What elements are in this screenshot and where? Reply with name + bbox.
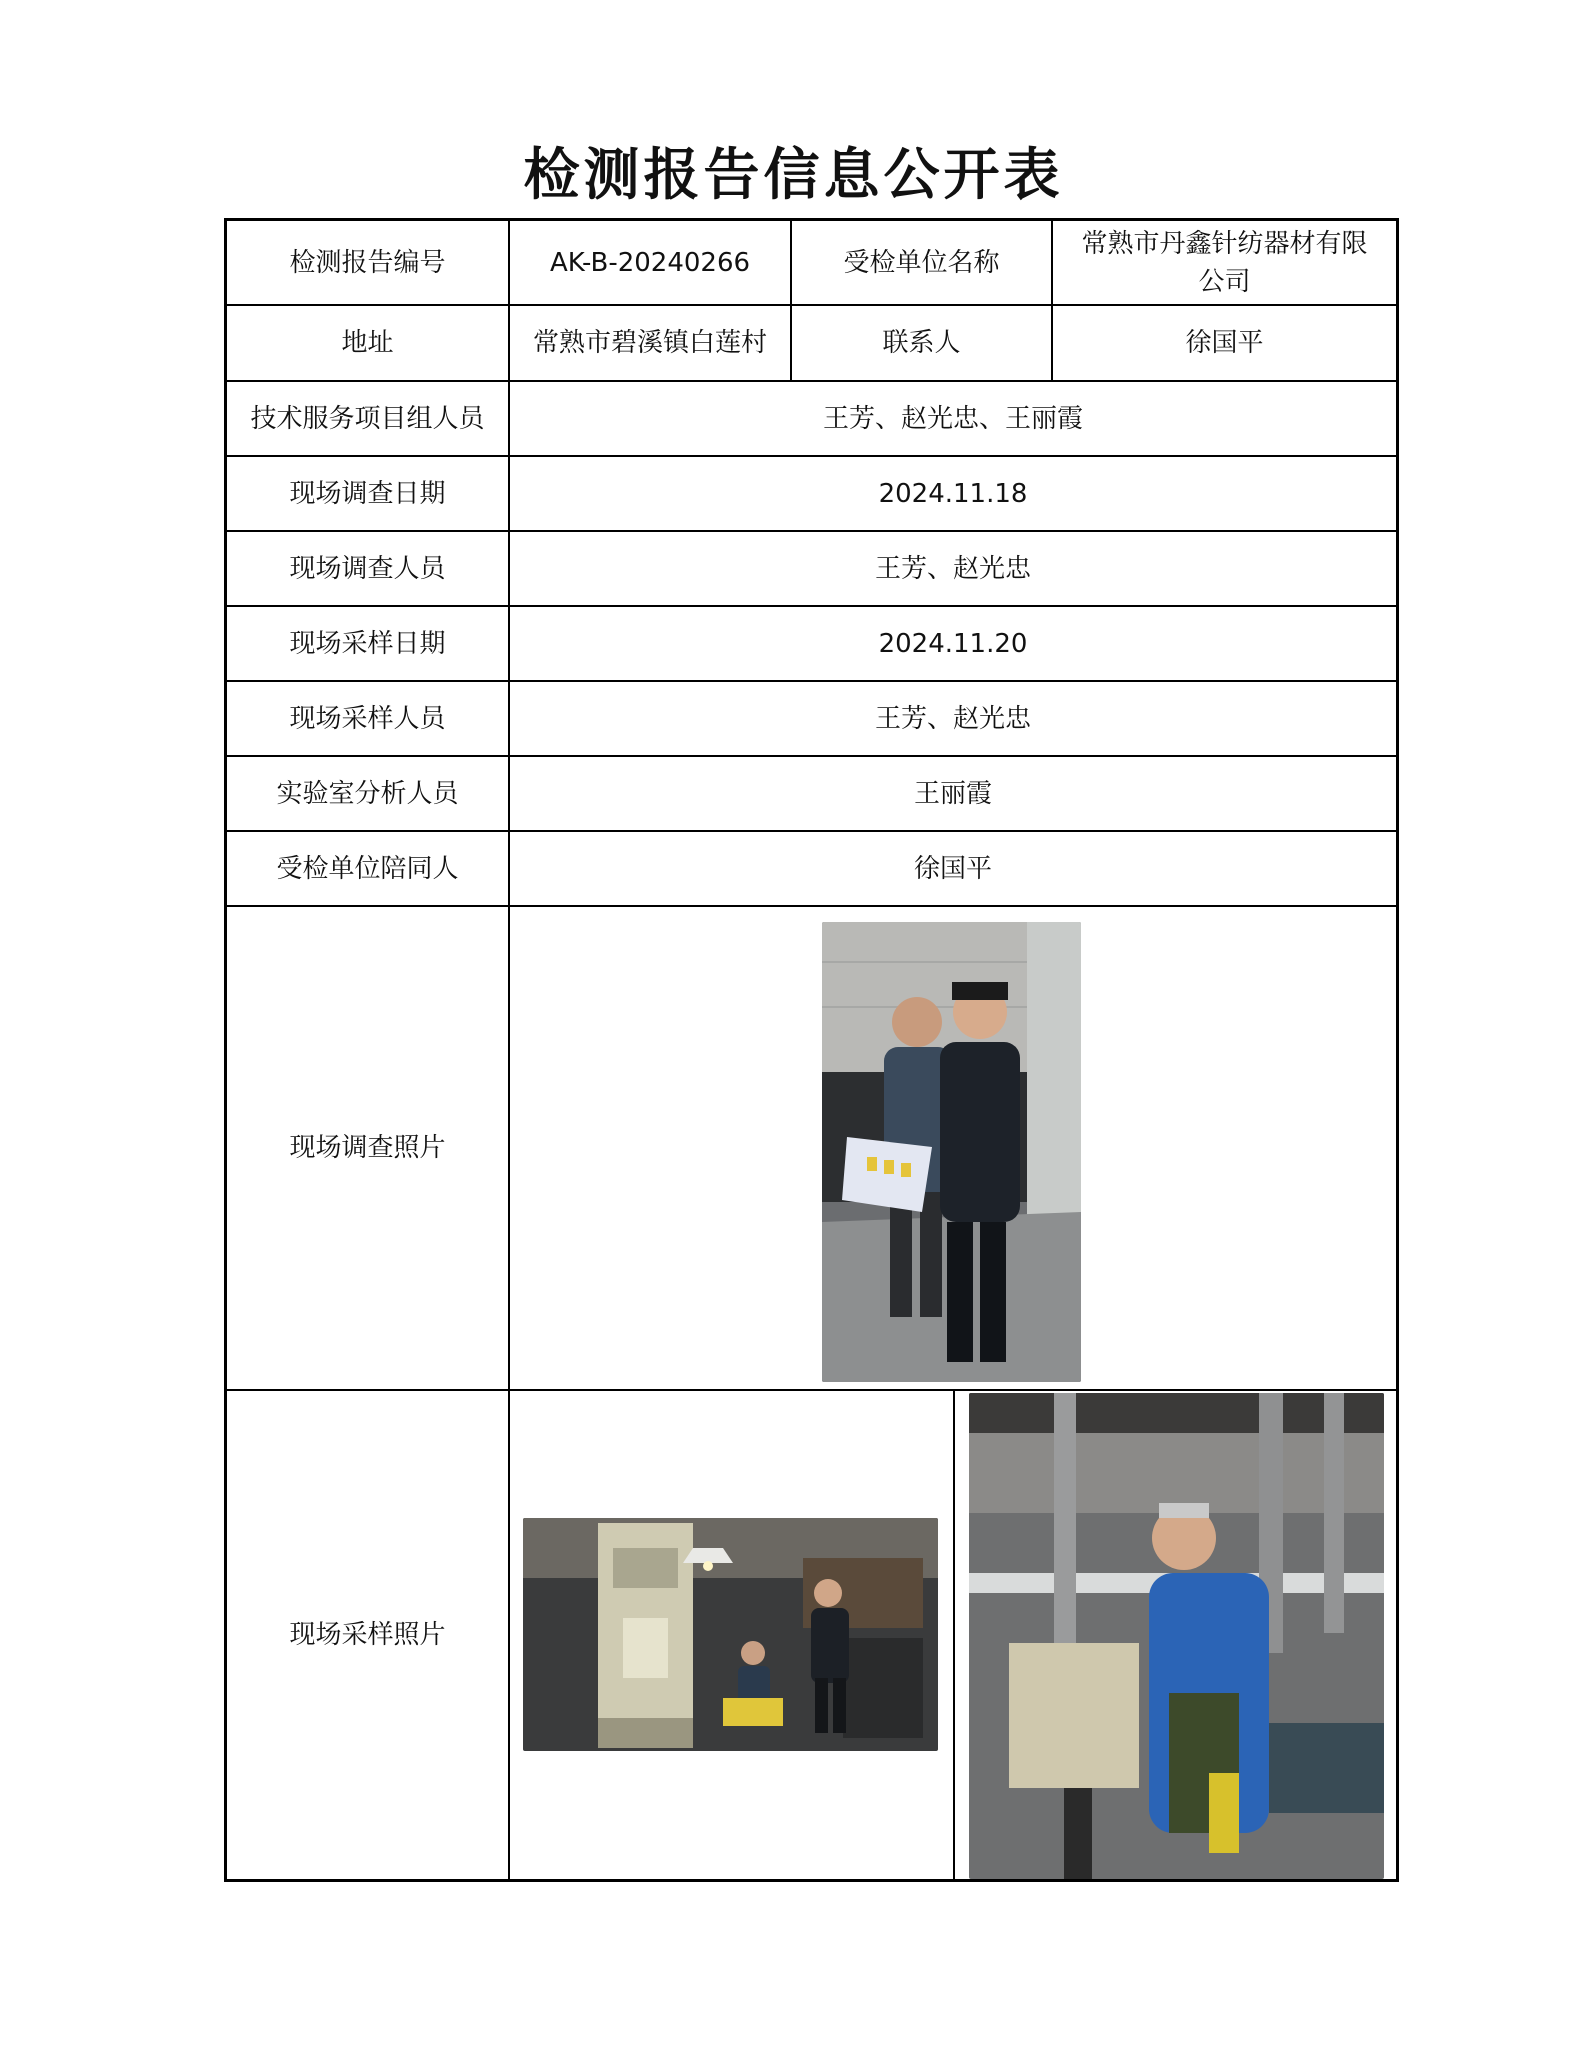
unit-name-value: 常熟市丹鑫针纺器材有限公司 xyxy=(1081,228,1368,297)
team-label: 技术服务项目组人员 xyxy=(250,403,485,434)
sampling-photo-label: 现场采样照片 xyxy=(289,1620,446,1650)
contact-value: 徐国平 xyxy=(1185,328,1264,358)
survey-staff-value: 王芳、赵光忠 xyxy=(874,553,1031,584)
report-no-label: 检测报告编号 xyxy=(289,247,446,278)
address-label: 地址 xyxy=(341,328,394,358)
sampling-staff-value: 王芳、赵光忠 xyxy=(874,703,1031,734)
lab-staff-label: 实验室分析人员 xyxy=(276,778,459,809)
survey-date-value: 2024.11.18 xyxy=(878,478,1028,509)
sampling-date-value: 2024.11.20 xyxy=(878,628,1028,659)
contact-label: 联系人 xyxy=(882,328,961,358)
team-value: 王芳、赵光忠、王丽霞 xyxy=(822,403,1083,434)
survey-staff-label: 现场调查人员 xyxy=(289,553,446,584)
sampling-photo-right xyxy=(969,1393,1384,1879)
sampling-photo-left xyxy=(523,1518,938,1751)
info-table xyxy=(224,218,1399,1882)
address-value: 常熟市碧溪镇白莲村 xyxy=(532,328,767,358)
report-no-value: AK-B-20240266 xyxy=(549,247,751,278)
page-title: 检测报告信息公开表 xyxy=(523,142,1064,208)
sampling-date-label: 现场采样日期 xyxy=(289,628,446,659)
unit-name-label: 受检单位名称 xyxy=(843,247,1000,278)
lab-staff-value: 王丽霞 xyxy=(913,778,992,809)
escort-label: 受检单位陪同人 xyxy=(276,853,459,884)
survey-photo-label: 现场调查照片 xyxy=(289,1133,446,1163)
survey-date-label: 现场调查日期 xyxy=(289,478,446,509)
escort-value: 徐国平 xyxy=(913,853,992,884)
sampling-staff-label: 现场采样人员 xyxy=(289,703,446,734)
survey-photo xyxy=(822,922,1081,1382)
